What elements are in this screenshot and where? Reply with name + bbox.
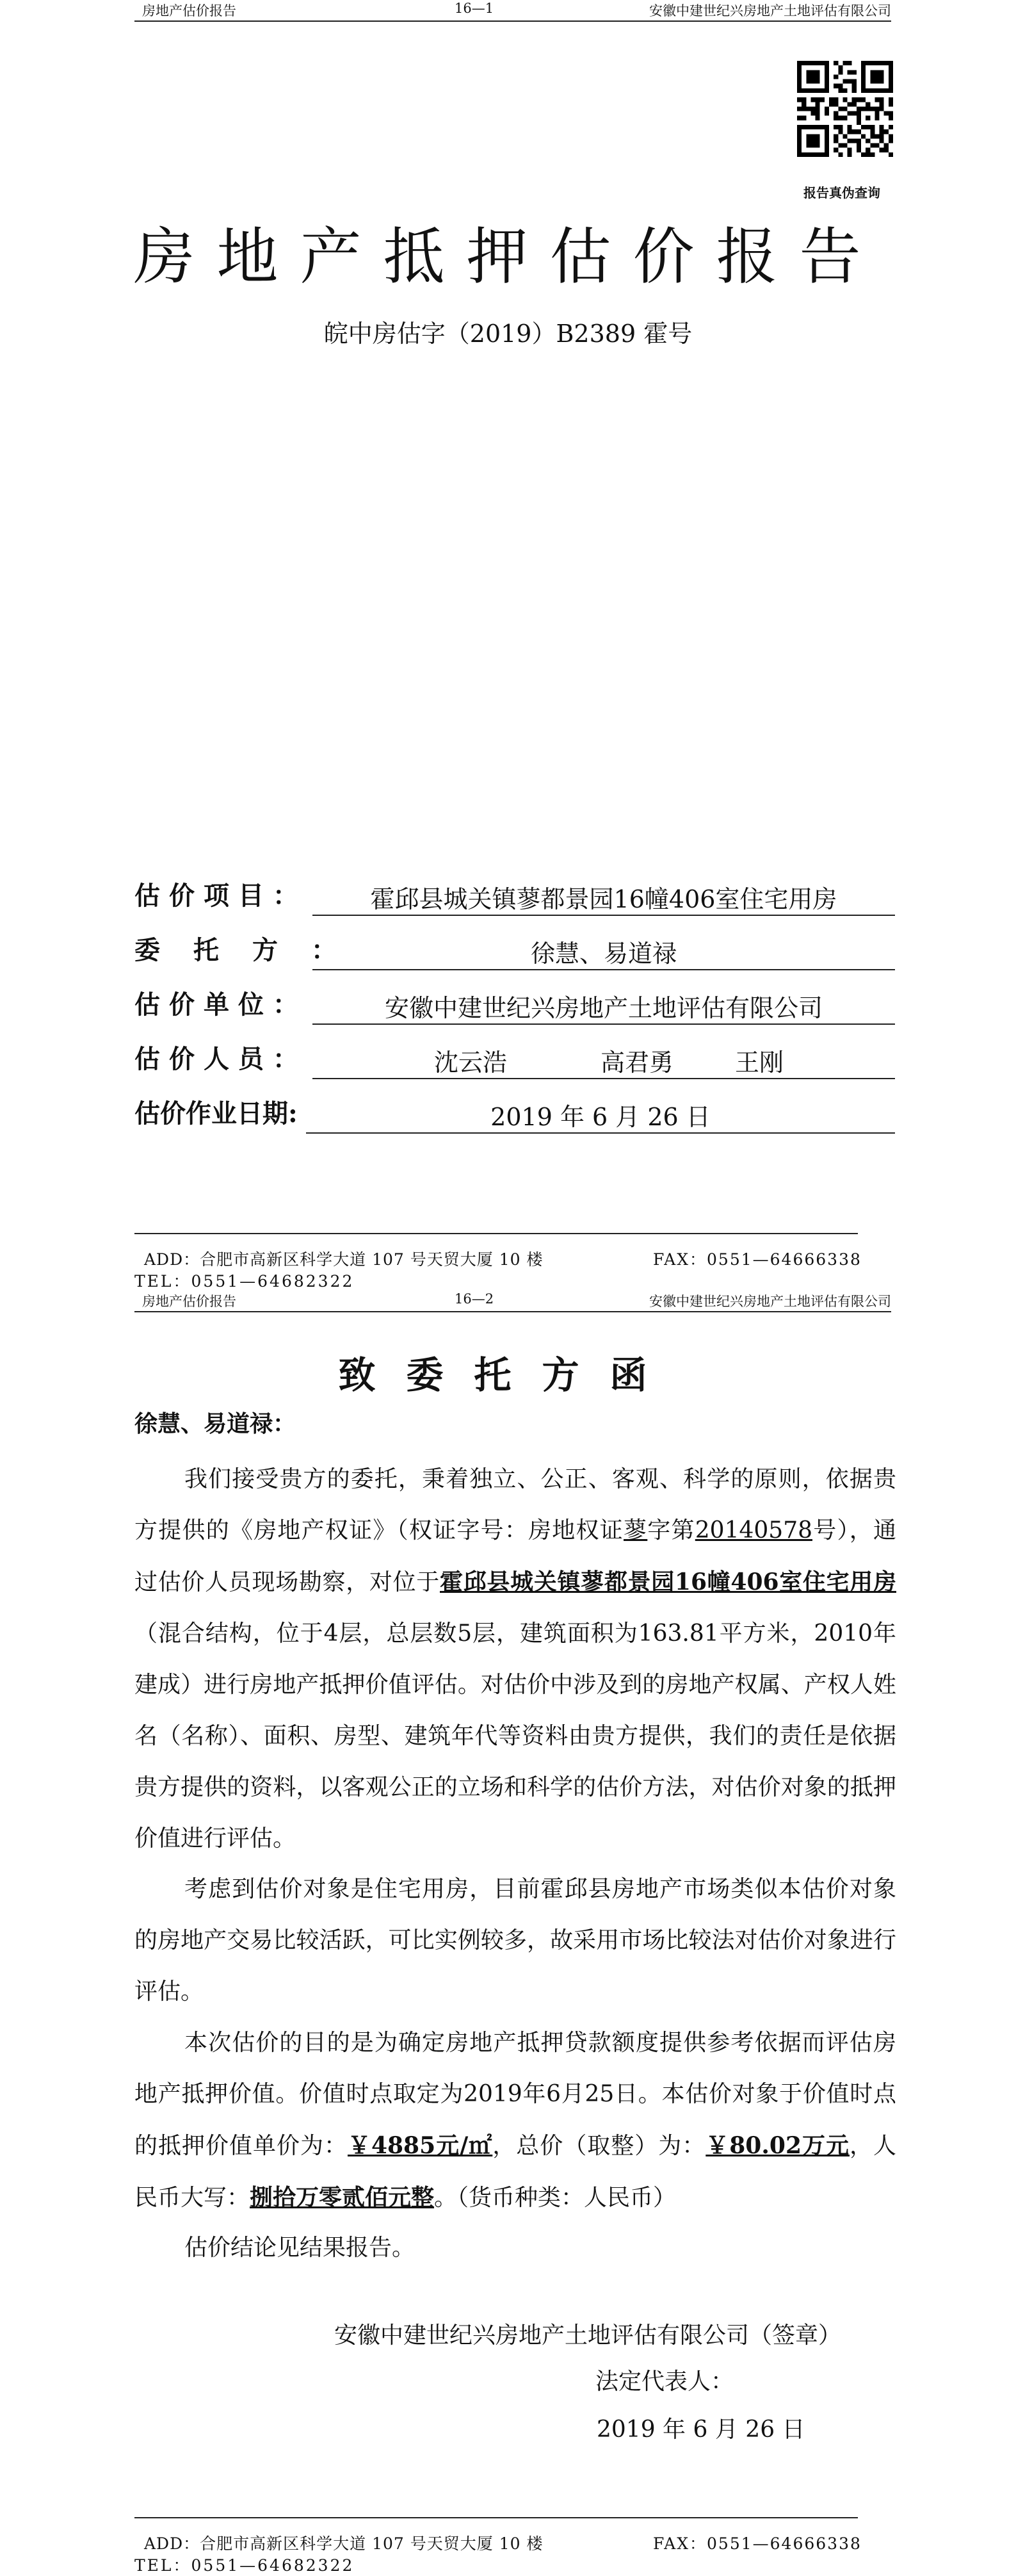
document-number: 皖中房估字（2019）B2389 霍号: [323, 320, 693, 348]
footer-fax: FAX：0551—64666338: [653, 2534, 862, 2553]
footer-tel: TEL：0551—64682322: [134, 1272, 355, 1291]
unit-label: 估价单位：: [134, 990, 307, 1020]
client-value: 徐慧、易道禄: [312, 938, 895, 970]
text: 字第: [647, 1517, 695, 1544]
unit-row: [134, 986, 896, 1025]
footer-rule: [134, 2517, 858, 2518]
header-page-number: 16—1: [455, 1, 494, 16]
paragraph-3: [134, 2018, 896, 2224]
project-value: 霍邱县城关镇蓼都景园16幢406室住宅用房: [312, 884, 895, 916]
staff-name: 沈云浩: [434, 1048, 508, 1077]
header-left: 房地产估价报告: [142, 1294, 236, 1309]
page-header: [134, 1291, 891, 1312]
legal-representative: 法定代表人：: [595, 2368, 734, 2395]
staff-values: [312, 1047, 895, 1079]
paragraph-1: [134, 1454, 896, 1864]
report-title: 房地产抵押估价报告: [133, 221, 883, 293]
footer-tel: TEL：0551—64682322: [134, 2556, 355, 2575]
underlined-text: 蓼: [624, 1517, 648, 1544]
text: 。（货币种类：人民币）: [434, 2185, 677, 2211]
qr-code-icon[interactable]: [797, 61, 893, 157]
project-row: [134, 877, 896, 916]
footer-rule: [134, 1233, 858, 1234]
date-value: 2019 年 6 月 26 日: [306, 1102, 895, 1134]
staff-name: 王刚: [735, 1048, 784, 1077]
salutation: 徐慧、易道禄：: [134, 1410, 296, 1437]
date-row: [134, 1095, 896, 1134]
letter-title: 致委托方函: [338, 1353, 678, 1397]
project-label: 估价项目：: [134, 881, 307, 911]
text: ，总价（取整）为：: [492, 2133, 706, 2159]
header-left: 房地产估价报告: [142, 3, 236, 19]
property-address: 霍邱县城关镇蓼都景园16幢406室住宅用房: [440, 1569, 896, 1595]
text: （混合结构，位于4层，总层数5层，建筑面积为163.81平方米，2010年建成）进行房地产抵押价值评估。对估价中涉及到的房地产权属、产权人姓名（名称）、面积、房型、建筑年代等资料由贵方提供，我们的责任是依据贵方提供的资料，以客观公正的立场和科学的估价方法，对估价对象的抵押价值进行评估。: [134, 1620, 896, 1852]
total-price: ￥80.02万元: [706, 2132, 850, 2159]
staff-name: 高君勇: [601, 1048, 674, 1077]
staff-row: [134, 1041, 896, 1079]
header-page-number: 16—2: [455, 1291, 494, 1307]
staff-label: 估价人员：: [134, 1044, 307, 1074]
client-label: 委托方：: [134, 935, 370, 965]
page-header: [134, 0, 891, 22]
signature-date: 2019 年 6 月 26 日: [597, 2417, 805, 2443]
footer-address: ADD：合肥市高新区科学大道 107 号天贸大厦 10 楼: [144, 1250, 544, 1269]
date-label: 估价作业日期:: [134, 1098, 298, 1129]
header-company: 安徽中建世纪兴房地产土地评估有限公司: [649, 3, 891, 19]
amount-in-words: 捌拾万零贰佰元整: [250, 2184, 435, 2211]
letter-page: [0, 1291, 1016, 2575]
certificate-number: 20140578: [695, 1517, 812, 1544]
unit-price: ￥4885元/㎡: [347, 2132, 493, 2159]
text: 我们接受贵方的委托，秉着独立、公正、客观、科学的原则，依据贵方提供的《房地产权证》（权证字号：房地权证: [134, 1466, 896, 1544]
unit-value: 安徽中建世纪兴房地产土地评估有限公司: [312, 993, 895, 1025]
header-company: 安徽中建世纪兴房地产土地评估有限公司: [649, 1294, 891, 1309]
text: 号），通过估价人员现场勘察，对位于: [134, 1517, 896, 1595]
paragraph-2: 考虑到估价对象是住宅用房，目前霍邱县房地产市场类似本估价对象的房地产交易比较活跃，可比实例较多，故采用市场比较法对估价对象进行评估。: [134, 1876, 896, 2005]
footer-address: ADD：合肥市高新区科学大道 107 号天贸大厦 10 楼: [144, 2534, 544, 2553]
text: ，人民币大写：: [134, 2133, 896, 2211]
footer-fax: FAX：0551—64666338: [653, 1250, 862, 1269]
client-row: [134, 932, 896, 970]
signature-company: 安徽中建世纪兴房地产土地评估有限公司（签章）: [334, 2322, 842, 2349]
text: 本次估价的目的是为确定房地产抵押贷款额度提供参考依据而评估房地产抵押价值。价值时点取定为2019年6月25日。本估价对象于价值时点的抵押价值单价为：: [134, 2030, 896, 2159]
paragraph-4: 估价结论见结果报告。: [184, 2235, 415, 2261]
qr-caption: 报告真伪查询: [803, 185, 880, 200]
